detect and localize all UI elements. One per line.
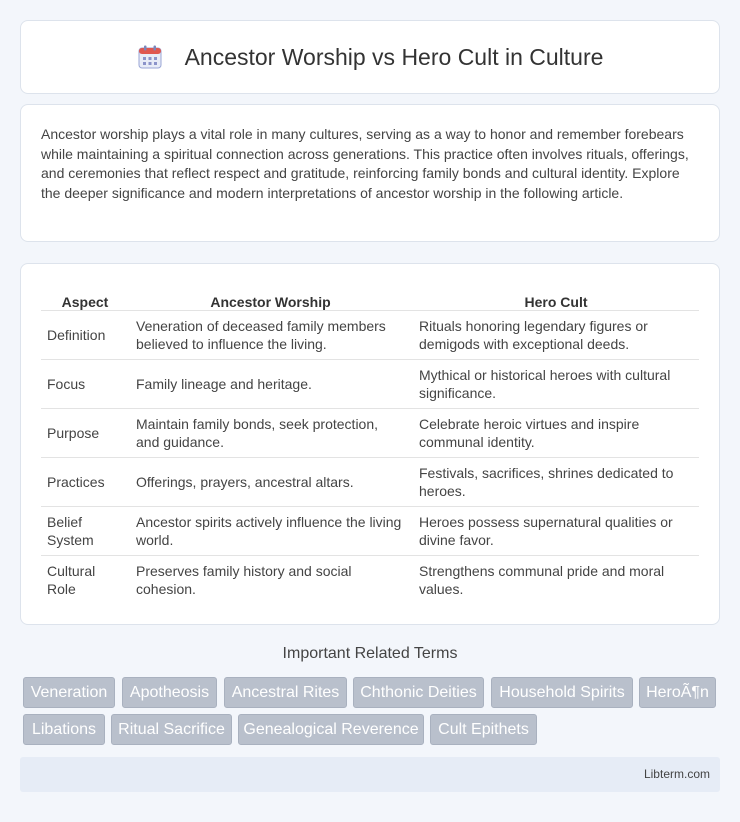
tag-heroon[interactable]: HeroÃ¶n xyxy=(639,677,716,708)
comparison-table xyxy=(41,284,699,604)
tag-household-spirits[interactable]: Household Spirits xyxy=(491,677,633,708)
table-row xyxy=(41,359,699,408)
tag-apotheosis[interactable]: Apotheosis xyxy=(122,677,217,708)
aspect-cell: Focus xyxy=(41,359,129,408)
comparison-card xyxy=(20,263,720,625)
tag-veneration[interactable]: Veneration xyxy=(23,677,115,708)
header-card xyxy=(20,20,720,94)
ancestor-cell: Ancestor spirits actively influence the living world. xyxy=(129,506,411,555)
intro-paragraph: Ancestor worship plays a vital role in many cultures, serving as a way to honor and remember forebears while maintaining a spiritual connection across generations. This practice often involves rituals, offerings, and ceremonies that reflect respect and gratitude, reinforcing family bonds and cultural identity. Explore the deeper significance and modern interpretations of ancestor worship in the following article. xyxy=(41,126,689,201)
aspect-cell: Practices xyxy=(41,457,129,506)
tag-chthonic-deities[interactable]: Chthonic Deities xyxy=(353,677,484,708)
hero-cell: Strengthens communal pride and moral values. xyxy=(419,562,665,597)
tag-genealogical-reverence[interactable]: Genealogical Reverence xyxy=(238,714,424,745)
aspect-cell: Cultural Role xyxy=(47,562,96,597)
page-title: Ancestor Worship vs Hero Cult in Culture xyxy=(184,43,604,70)
calendar-icon xyxy=(137,44,163,70)
table-row xyxy=(41,457,699,506)
tag-ancestral-rites[interactable]: Ancestral Rites xyxy=(224,677,347,708)
related-terms-title: Important Related Terms xyxy=(282,645,458,662)
hero-cell: Mythical or historical heroes with cultural significance. xyxy=(411,359,699,408)
table-row xyxy=(41,310,699,359)
footer xyxy=(20,757,720,792)
table-row xyxy=(41,555,699,604)
hero-cell: Festivals, sacrifices, shrines dedicated to heroes. xyxy=(411,457,699,506)
ancestor-cell: Preserves family history and social cohesion. xyxy=(136,562,352,597)
ancestor-cell: Maintain family bonds, seek protection, and guidance. xyxy=(129,408,411,457)
intro-card xyxy=(20,104,720,242)
table-header-row xyxy=(41,284,699,310)
tag-ritual-sacrifice[interactable]: Ritual Sacrifice xyxy=(111,714,232,745)
table-row xyxy=(41,408,699,457)
aspect-cell: Purpose xyxy=(41,408,129,457)
tag-libations[interactable]: Libations xyxy=(23,714,105,745)
tag-cult-epithets[interactable]: Cult Epithets xyxy=(430,714,537,745)
aspect-cell: Belief System xyxy=(41,506,129,555)
footer-site-link[interactable]: Libterm.com xyxy=(643,767,710,781)
ancestor-cell: Offerings, prayers, ancestral altars. xyxy=(129,457,411,506)
header-aspect: Aspect xyxy=(41,284,129,310)
header-ancestor-worship: Ancestor Worship xyxy=(129,284,411,310)
aspect-cell: Definition xyxy=(41,310,129,359)
hero-cell: Heroes possess supernatural qualities or divine favor. xyxy=(411,506,699,555)
hero-cell: Rituals honoring legendary figures or demigods with exceptional deeds. xyxy=(411,310,699,359)
table-row xyxy=(41,506,699,555)
hero-cell: Celebrate heroic virtues and inspire communal identity. xyxy=(411,408,699,457)
header-hero-cult: Hero Cult xyxy=(411,284,699,310)
ancestor-cell: Family lineage and heritage. xyxy=(129,359,411,408)
ancestor-cell: Veneration of deceased family members believed to influence the living. xyxy=(129,310,411,359)
